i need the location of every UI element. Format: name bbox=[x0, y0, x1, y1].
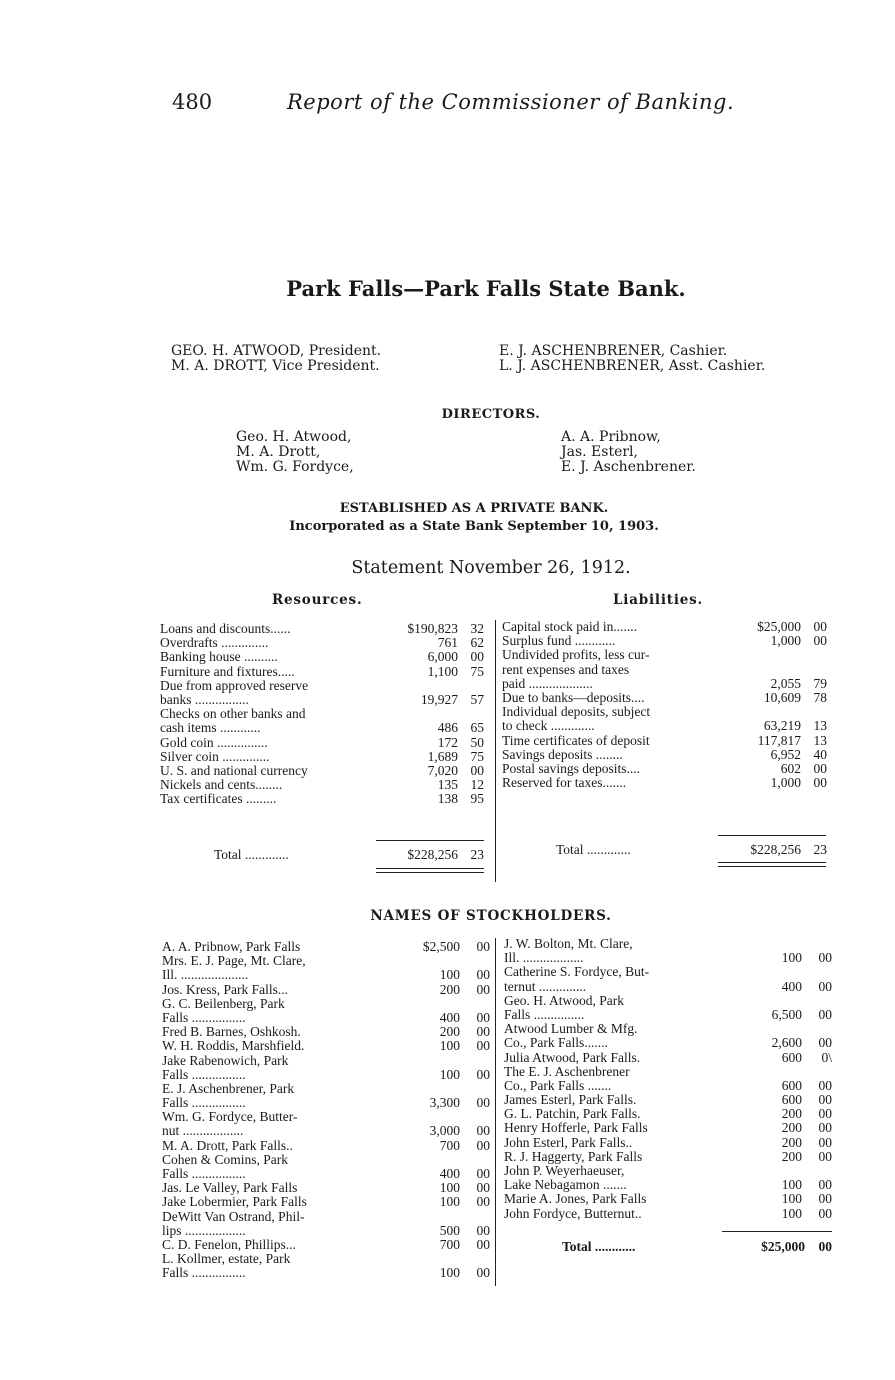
liabilities-total-row bbox=[502, 843, 830, 857]
statement-title: Statement November 26, 1912. bbox=[351, 558, 631, 578]
ledger-cents: 00 bbox=[818, 1035, 832, 1051]
ledger-label: E. J. Aschenbrener, Park bbox=[162, 1080, 295, 1096]
liabilities-total-rule bbox=[718, 835, 826, 836]
ledger-cents: 00 bbox=[476, 1038, 490, 1054]
ledger-row bbox=[162, 1110, 490, 1124]
ledger-label: G. C. Beilenberg, Park bbox=[162, 995, 285, 1011]
ledger-label: Ill. .................. bbox=[504, 950, 584, 966]
ledger-dollars: $2,500 bbox=[422, 939, 460, 954]
ledger-dollars: 135 bbox=[437, 777, 458, 793]
stockholders-heading: NAMES OF STOCKHOLDERS. bbox=[370, 908, 612, 924]
ledger-row bbox=[162, 1238, 490, 1252]
ledger-row bbox=[502, 648, 830, 662]
ledger-cents: 0\ bbox=[821, 1049, 832, 1065]
ledger-row bbox=[504, 1164, 832, 1178]
ledger-row bbox=[162, 1266, 490, 1280]
ledger-row bbox=[162, 1210, 490, 1224]
ledger-label: paid ................... bbox=[502, 675, 593, 691]
stockholders-left-column bbox=[162, 940, 490, 1281]
ledger-label: James Esterl, Park Falls. bbox=[504, 1092, 637, 1108]
ledger-cents: 00 bbox=[476, 1194, 490, 1210]
ledger-row bbox=[160, 665, 487, 679]
ledger-label: A. A. Pribnow, Park Falls bbox=[162, 939, 301, 954]
ledger-label: G. L. Patchin, Park Falls. bbox=[504, 1106, 641, 1122]
ledger-row bbox=[504, 1065, 832, 1079]
liabilities-total-cents: 23 bbox=[813, 842, 827, 857]
ledger-dollars: 3,000 bbox=[429, 1123, 460, 1139]
ledger-dollars: 100 bbox=[439, 1066, 460, 1082]
ledger-cents: 40 bbox=[813, 746, 827, 762]
ledger-label: DeWitt Van Ostrand, Phil- bbox=[162, 1208, 305, 1224]
ledger-cents: 00 bbox=[818, 1148, 832, 1164]
ledger-label: Lake Nebagamon ....... bbox=[504, 1177, 627, 1193]
ledger-row bbox=[162, 1124, 490, 1138]
ledger-cents: 50 bbox=[470, 734, 484, 750]
ledger-cents: 00 bbox=[476, 1222, 490, 1238]
ledger-cents: 00 bbox=[818, 1191, 832, 1207]
resources-total-rule bbox=[376, 840, 484, 841]
director: A. A. Pribnow, bbox=[561, 429, 661, 445]
ledger-row bbox=[160, 764, 487, 778]
ledger-cents: 00 bbox=[813, 760, 827, 776]
stockholders-total-row bbox=[504, 1240, 832, 1254]
ledger-label: Undivided profits, less cur- bbox=[502, 647, 650, 663]
stockholders-divider bbox=[495, 938, 496, 1286]
officers-right bbox=[499, 344, 765, 374]
ledger-row bbox=[160, 792, 487, 806]
ledger-row bbox=[162, 997, 490, 1011]
ledger-dollars: 117,817 bbox=[757, 732, 801, 748]
stockholders-right-column bbox=[504, 937, 832, 1221]
ledger-dollars: 100 bbox=[781, 950, 802, 966]
ledger-dollars: 100 bbox=[781, 1205, 802, 1221]
ledger-row bbox=[502, 719, 830, 733]
ledger-cents: 79 bbox=[813, 675, 827, 691]
ledger-row bbox=[162, 1025, 490, 1039]
resources-total-dollars: $228,256 bbox=[407, 847, 458, 862]
ledger-label: Surplus fund ............ bbox=[502, 633, 616, 649]
ledger-row bbox=[504, 951, 832, 965]
officer-president: GEO. H. ATWOOD, President. bbox=[171, 343, 382, 359]
ledger-dollars: 400 bbox=[439, 1009, 460, 1025]
ledger-label: J. W. Bolton, Mt. Clare, bbox=[504, 936, 633, 951]
ledger-label: Ill. .................... bbox=[162, 967, 249, 983]
ledger-row bbox=[504, 1207, 832, 1221]
ledger-row bbox=[504, 1093, 832, 1107]
ledger-cents: 75 bbox=[470, 748, 484, 764]
ledger-row bbox=[502, 705, 830, 719]
ledger-cents: 00 bbox=[818, 1106, 832, 1122]
liabilities-double-rule bbox=[718, 866, 826, 867]
liabilities-total-label: Total ............. bbox=[556, 842, 631, 857]
ledger-label: Falls ................ bbox=[162, 1066, 246, 1082]
ledger-dollars: 100 bbox=[439, 1194, 460, 1210]
ledger-dollars: 400 bbox=[781, 978, 802, 994]
officers-left bbox=[171, 344, 381, 374]
ledger-row bbox=[502, 634, 830, 648]
stockholders-total-label: Total ............ bbox=[562, 1239, 636, 1254]
ledger-label: Checks on other banks and bbox=[160, 706, 306, 722]
ledger-dollars: 200 bbox=[439, 1024, 460, 1040]
ledger-label: Atwood Lumber & Mfg. bbox=[504, 1021, 638, 1037]
ledger-label: Fred B. Barnes, Oshkosh. bbox=[162, 1024, 301, 1040]
ledger-label: Capital stock paid in....... bbox=[502, 619, 637, 634]
ledger-row bbox=[162, 1082, 490, 1096]
ledger-row bbox=[162, 1139, 490, 1153]
ledger-cents: 00 bbox=[818, 1077, 832, 1093]
resources-total-cents: 23 bbox=[470, 847, 484, 862]
ledger-row bbox=[162, 1195, 490, 1209]
ledger-label: Marie A. Jones, Park Falls bbox=[504, 1191, 647, 1207]
ledger-label: W. H. Roddis, Marshfield. bbox=[162, 1038, 305, 1054]
ledger-row bbox=[504, 937, 832, 951]
ledger-dollars: 600 bbox=[781, 1049, 802, 1065]
ledger-label: Falls ............... bbox=[504, 1006, 585, 1022]
ledger-label: M. A. Drott, Park Falls.. bbox=[162, 1137, 293, 1153]
ledger-row bbox=[162, 1096, 490, 1110]
ledger-cents: 00 bbox=[818, 1120, 832, 1136]
ledger-row bbox=[162, 1039, 490, 1053]
ledger-dollars: 10,609 bbox=[763, 689, 801, 705]
ledger-dollars: 700 bbox=[439, 1137, 460, 1153]
ledger-dollars: 2,600 bbox=[771, 1035, 802, 1051]
ledger-row bbox=[504, 1121, 832, 1135]
ledger-cents: 78 bbox=[813, 689, 827, 705]
ledger-dollars: 172 bbox=[437, 734, 458, 750]
ledger-cents: 00 bbox=[476, 1095, 490, 1111]
ledger-row bbox=[162, 1167, 490, 1181]
ledger-cents: 00 bbox=[476, 1265, 490, 1281]
ledger-label: Henry Hofferle, Park Falls bbox=[504, 1120, 648, 1136]
ledger-dollars: 100 bbox=[439, 1180, 460, 1196]
resources-heading: Resources. bbox=[272, 592, 363, 608]
ledger-label: Geo. H. Atwood, Park bbox=[504, 992, 624, 1008]
ledger-row bbox=[162, 968, 490, 982]
ledger-cents: 00 bbox=[476, 981, 490, 997]
ledger-dollars: 100 bbox=[781, 1177, 802, 1193]
ledger-row bbox=[502, 776, 830, 790]
ledger-label: ternut .............. bbox=[504, 978, 587, 994]
ledger-row bbox=[160, 636, 487, 650]
ledger-cents: 00 bbox=[818, 950, 832, 966]
director: Geo. H. Atwood, bbox=[236, 429, 352, 445]
ledger-dollars: 486 bbox=[437, 720, 458, 736]
ledger-label: Tax certificates ......... bbox=[160, 791, 277, 807]
ledger-label: Due from approved reserve bbox=[160, 677, 309, 693]
ledger-cents: 00 bbox=[818, 1006, 832, 1022]
ledger-cents: 00 bbox=[476, 939, 490, 954]
ledger-label: Jos. Kress, Park Falls... bbox=[162, 981, 289, 997]
ledger-dollars: 63,219 bbox=[763, 718, 801, 734]
established-line: ESTABLISHED AS A PRIVATE BANK. bbox=[339, 501, 609, 516]
ledger-label: Nickels and cents........ bbox=[160, 777, 283, 793]
ledger-row bbox=[504, 1136, 832, 1150]
ledger-label: Wm. G. Fordyce, Butter- bbox=[162, 1109, 298, 1125]
ledger-cents: 00 bbox=[813, 619, 827, 634]
ledger-cents: 13 bbox=[813, 732, 827, 748]
ledger-cents: 75 bbox=[470, 663, 484, 679]
ledger-label: Loans and discounts...... bbox=[160, 621, 291, 636]
ledger-row bbox=[504, 1036, 832, 1050]
stockholders-total-cents: 00 bbox=[818, 1239, 832, 1254]
ledger-label: John Fordyce, Butternut.. bbox=[504, 1205, 642, 1221]
officer-asst-cashier: L. J. ASCHENBRENER, Asst. Cashier. bbox=[499, 358, 766, 374]
ledger-row bbox=[160, 693, 487, 707]
ledger-row bbox=[502, 691, 830, 705]
ledger-cents: 00 bbox=[476, 1024, 490, 1040]
ledger-label: L. Kollmer, estate, Park bbox=[162, 1251, 291, 1267]
ledger-label: Falls ................ bbox=[162, 1265, 246, 1281]
ledger-cents: 00 bbox=[476, 1137, 490, 1153]
ledger-label: C. D. Fenelon, Phillips... bbox=[162, 1236, 296, 1252]
ledger-row bbox=[504, 1079, 832, 1093]
running-title: Report of the Commissioner of Banking. bbox=[287, 90, 735, 114]
incorporated-line: Incorporated as a State Bank September 10, 1903. bbox=[289, 519, 659, 534]
ledger-label: nut .................. bbox=[162, 1123, 244, 1139]
ledger-cents: 00 bbox=[813, 775, 827, 791]
ledger-dollars: 7,020 bbox=[427, 762, 458, 778]
resources-double-rule bbox=[376, 872, 484, 873]
ledger-dollars: 500 bbox=[439, 1222, 460, 1238]
ledger-label: R. J. Haggerty, Park Falls bbox=[504, 1148, 643, 1164]
ledger-cents: 00 bbox=[476, 1009, 490, 1025]
ledger-row bbox=[160, 679, 487, 693]
ledger-label: The E. J. Aschenbrener bbox=[504, 1063, 630, 1079]
ledger-label: Co., Park Falls....... bbox=[504, 1035, 608, 1051]
ledger-label: Individual deposits, subject bbox=[502, 704, 651, 720]
ledger-dollars: 100 bbox=[781, 1191, 802, 1207]
statement-divider bbox=[495, 620, 496, 882]
directors-right bbox=[561, 430, 696, 475]
ledger-label: Falls ................ bbox=[162, 1166, 246, 1181]
ledger-cents: 00 bbox=[476, 967, 490, 983]
ledger-dollars: 6,952 bbox=[770, 746, 801, 762]
stockholders-total-dollars: $25,000 bbox=[761, 1239, 805, 1254]
ledger-row bbox=[502, 748, 830, 762]
ledger-dollars: 100 bbox=[439, 1265, 460, 1281]
ledger-row bbox=[502, 762, 830, 776]
liabilities-total-dollars: $228,256 bbox=[750, 842, 801, 857]
ledger-row bbox=[504, 965, 832, 979]
ledger-dollars: 200 bbox=[781, 1134, 802, 1150]
ledger-label: Savings deposits ........ bbox=[502, 746, 623, 762]
ledger-row bbox=[504, 1192, 832, 1206]
directors-left bbox=[236, 430, 354, 475]
ledger-dollars: 19,927 bbox=[420, 691, 458, 707]
ledger-cents: 00 bbox=[470, 762, 484, 778]
ledger-cents: 00 bbox=[470, 649, 484, 665]
ledger-dollars: 200 bbox=[781, 1106, 802, 1122]
ledger-label: Cohen & Comins, Park bbox=[162, 1151, 289, 1167]
ledger-label: Silver coin .............. bbox=[160, 748, 270, 764]
ledger-dollars: 1,000 bbox=[770, 775, 801, 791]
ledger-label: Catherine S. Fordyce, But- bbox=[504, 964, 650, 980]
ledger-row bbox=[504, 1150, 832, 1164]
ledger-row bbox=[504, 1008, 832, 1022]
ledger-cents: 00 bbox=[818, 1205, 832, 1221]
ledger-cents: 12 bbox=[470, 777, 484, 793]
ledger-row bbox=[162, 1068, 490, 1082]
ledger-cents: 00 bbox=[818, 1134, 832, 1150]
ledger-row bbox=[160, 721, 487, 735]
ledger-label: Jas. Le Valley, Park Falls bbox=[162, 1180, 298, 1196]
ledger-dollars: 200 bbox=[781, 1120, 802, 1136]
liabilities-double-rule bbox=[718, 862, 826, 863]
liabilities-heading: Liabilities. bbox=[613, 592, 704, 608]
ledger-dollars: 1,689 bbox=[427, 748, 458, 764]
ledger-label: cash items ............ bbox=[160, 720, 261, 736]
ledger-dollars: 100 bbox=[439, 1038, 460, 1054]
ledger-cents: 00 bbox=[476, 1066, 490, 1082]
ledger-label: banks ................ bbox=[160, 691, 249, 707]
ledger-label: to check ............. bbox=[502, 718, 595, 734]
establishment-note bbox=[0, 500, 895, 536]
ledger-row bbox=[162, 1224, 490, 1238]
ledger-dollars: 600 bbox=[781, 1077, 802, 1093]
liabilities-table bbox=[502, 620, 830, 790]
ledger-label: Falls ................ bbox=[162, 1095, 246, 1111]
ledger-dollars: 761 bbox=[437, 635, 458, 651]
director: Wm. G. Fordyce, bbox=[236, 459, 354, 475]
ledger-label: Jake Lobermier, Park Falls bbox=[162, 1194, 307, 1210]
ledger-row bbox=[160, 622, 487, 636]
ledger-row bbox=[162, 1011, 490, 1025]
ledger-row bbox=[162, 1252, 490, 1266]
ledger-cents: 62 bbox=[470, 635, 484, 651]
ledger-label: Gold coin ............... bbox=[160, 734, 268, 750]
ledger-label: Jake Rabenowich, Park bbox=[162, 1052, 289, 1068]
officer-cashier: E. J. ASCHENBRENER, Cashier. bbox=[499, 343, 728, 359]
ledger-dollars: 6,500 bbox=[771, 1006, 802, 1022]
ledger-dollars: 1,000 bbox=[770, 633, 801, 649]
ledger-row bbox=[162, 940, 490, 954]
ledger-label: lips .................. bbox=[162, 1222, 246, 1238]
ledger-label: Mrs. E. J. Page, Mt. Clare, bbox=[162, 953, 306, 969]
ledger-cents: 57 bbox=[470, 691, 484, 707]
ledger-dollars: $25,000 bbox=[757, 619, 801, 634]
ledger-cents: 00 bbox=[818, 1177, 832, 1193]
ledger-row bbox=[160, 650, 487, 664]
ledger-dollars: 2,055 bbox=[770, 675, 801, 691]
ledger-cents: 00 bbox=[813, 633, 827, 649]
ledger-cents: 13 bbox=[813, 718, 827, 734]
ledger-row bbox=[502, 620, 830, 634]
ledger-label: rent expenses and taxes bbox=[502, 661, 630, 677]
ledger-dollars: 3,300 bbox=[429, 1095, 460, 1111]
ledger-dollars: 700 bbox=[439, 1236, 460, 1252]
resources-table bbox=[160, 622, 487, 806]
ledger-label: Due to banks—deposits.... bbox=[502, 689, 645, 705]
ledger-label: U. S. and national currency bbox=[160, 762, 308, 778]
ledger-label: Reserved for taxes....... bbox=[502, 775, 627, 791]
ledger-cents: 00 bbox=[476, 1123, 490, 1139]
resources-double-rule bbox=[376, 868, 484, 869]
ledger-row bbox=[160, 736, 487, 750]
ledger-dollars: 200 bbox=[439, 981, 460, 997]
ledger-label: John P. Weyerhaeuser, bbox=[504, 1163, 625, 1178]
ledger-cents: 32 bbox=[470, 621, 484, 636]
page-number: 480 bbox=[172, 90, 213, 114]
ledger-row bbox=[162, 1153, 490, 1167]
ledger-dollars: 600 bbox=[781, 1092, 802, 1108]
ledger-row bbox=[162, 1054, 490, 1068]
directors-heading: DIRECTORS. bbox=[441, 407, 541, 422]
ledger-label: John Esterl, Park Falls.. bbox=[504, 1134, 633, 1150]
ledger-label: Co., Park Falls ....... bbox=[504, 1077, 612, 1093]
ledger-dollars: 1,100 bbox=[427, 663, 458, 679]
director: E. J. Aschenbrener. bbox=[561, 459, 696, 475]
ledger-row bbox=[504, 1107, 832, 1121]
ledger-label: Julia Atwood, Park Falls. bbox=[504, 1049, 641, 1065]
ledger-cents: 00 bbox=[476, 1180, 490, 1196]
ledger-row bbox=[504, 1051, 832, 1065]
ledger-dollars: 200 bbox=[781, 1148, 802, 1164]
ledger-label: Postal savings deposits.... bbox=[502, 760, 641, 776]
ledger-label: Time certificates of deposit bbox=[502, 732, 650, 748]
ledger-dollars: 138 bbox=[437, 791, 458, 807]
ledger-row bbox=[160, 707, 487, 721]
bank-title: Park Falls—Park Falls State Bank. bbox=[286, 276, 686, 301]
ledger-label: Furniture and fixtures..... bbox=[160, 663, 295, 679]
ledger-dollars: 100 bbox=[439, 967, 460, 983]
ledger-row bbox=[504, 994, 832, 1008]
ledger-cents: 00 bbox=[818, 1092, 832, 1108]
ledger-label: Overdrafts .............. bbox=[160, 635, 269, 651]
ledger-row bbox=[502, 734, 830, 748]
ledger-row bbox=[162, 983, 490, 997]
ledger-dollars: 400 bbox=[439, 1166, 460, 1181]
resources-total-row bbox=[160, 848, 487, 862]
ledger-dollars: 602 bbox=[780, 760, 801, 776]
ledger-dollars: 6,000 bbox=[427, 649, 458, 665]
ledger-cents: 00 bbox=[476, 1236, 490, 1252]
ledger-row bbox=[160, 750, 487, 764]
officer-vice-president: M. A. DROTT, Vice President. bbox=[171, 358, 380, 374]
director: M. A. Drott, bbox=[236, 444, 321, 460]
ledger-cents: 00 bbox=[476, 1166, 490, 1181]
ledger-row bbox=[502, 663, 830, 677]
ledger-dollars: $190,823 bbox=[407, 621, 458, 636]
ledger-label: Falls ................ bbox=[162, 1009, 246, 1025]
ledger-row bbox=[502, 677, 830, 691]
ledger-row bbox=[162, 954, 490, 968]
ledger-cents: 95 bbox=[470, 791, 484, 807]
ledger-row bbox=[504, 980, 832, 994]
director: Jas. Esterl, bbox=[561, 444, 638, 460]
ledger-label: Banking house .......... bbox=[160, 649, 278, 665]
ledger-row bbox=[162, 1181, 490, 1195]
ledger-row bbox=[504, 1178, 832, 1192]
ledger-cents: 00 bbox=[818, 978, 832, 994]
ledger-row bbox=[504, 1022, 832, 1036]
ledger-cents: 65 bbox=[470, 720, 484, 736]
ledger-row bbox=[160, 778, 487, 792]
stockholders-total-rule bbox=[722, 1231, 832, 1232]
resources-total-label: Total ............. bbox=[214, 847, 289, 862]
